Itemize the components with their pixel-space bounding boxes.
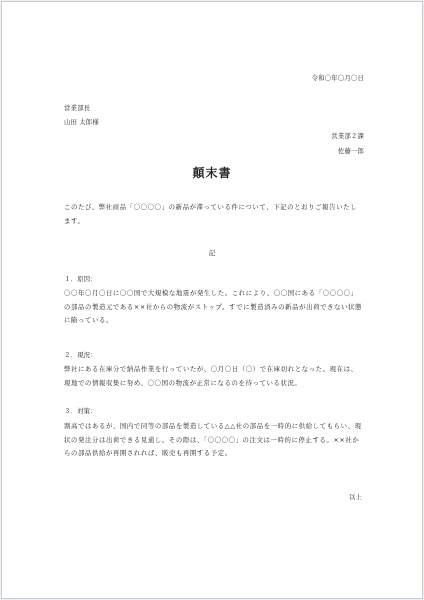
- ki-marker: 記: [208, 249, 216, 257]
- closing-mark: 以上: [348, 493, 362, 501]
- addressee-department: 営業部長: [64, 104, 91, 112]
- sender-name: 佐藤一郎: [337, 147, 364, 155]
- sender-department: 営業部２課: [331, 132, 364, 140]
- addressee-name: 山田 太郎様: [64, 118, 99, 126]
- document-title: 顛末書: [192, 166, 232, 180]
- section-body-status: 弊社にある在庫分で納品作業を行っていたが、〇月〇日（〇）で在庫切れとなった。現在は、現地での情報収集に努め、〇〇国の物流が正常になるのを待っている状況。: [64, 365, 358, 387]
- section-heading-status: ２．現況：: [64, 351, 97, 359]
- document-page: [1, 1, 423, 599]
- section-heading-measures: ３．対策：: [64, 407, 97, 415]
- document-date: 令和〇年〇月〇日: [311, 74, 364, 82]
- intro-paragraph: このたび、弊社商品「〇〇〇〇」の新品が滞っている件について、下記のとおりご報告いたします。: [64, 203, 358, 225]
- section-body-cause: 〇〇年〇月〇日に〇〇国で大規模な地震が発生した。これにより、〇〇国にある「〇〇〇〇」の部品の製造元である××社からの物流がストップ。すでに製造済みの新品が出荷できない状態に陥っている。: [64, 289, 363, 324]
- section-body-measures: 割高ではあるが、国内で同等の部品を製造している△△社の部品を一時的に供給してもらい、現状の発注分は出荷できる見通し。その際は、「〇〇〇〇」の注文は一時的に停止する。××社からの部品供給が再開されれば、販売も再開する予定。: [64, 422, 362, 457]
- section-heading-cause: １．原因：: [64, 275, 97, 283]
